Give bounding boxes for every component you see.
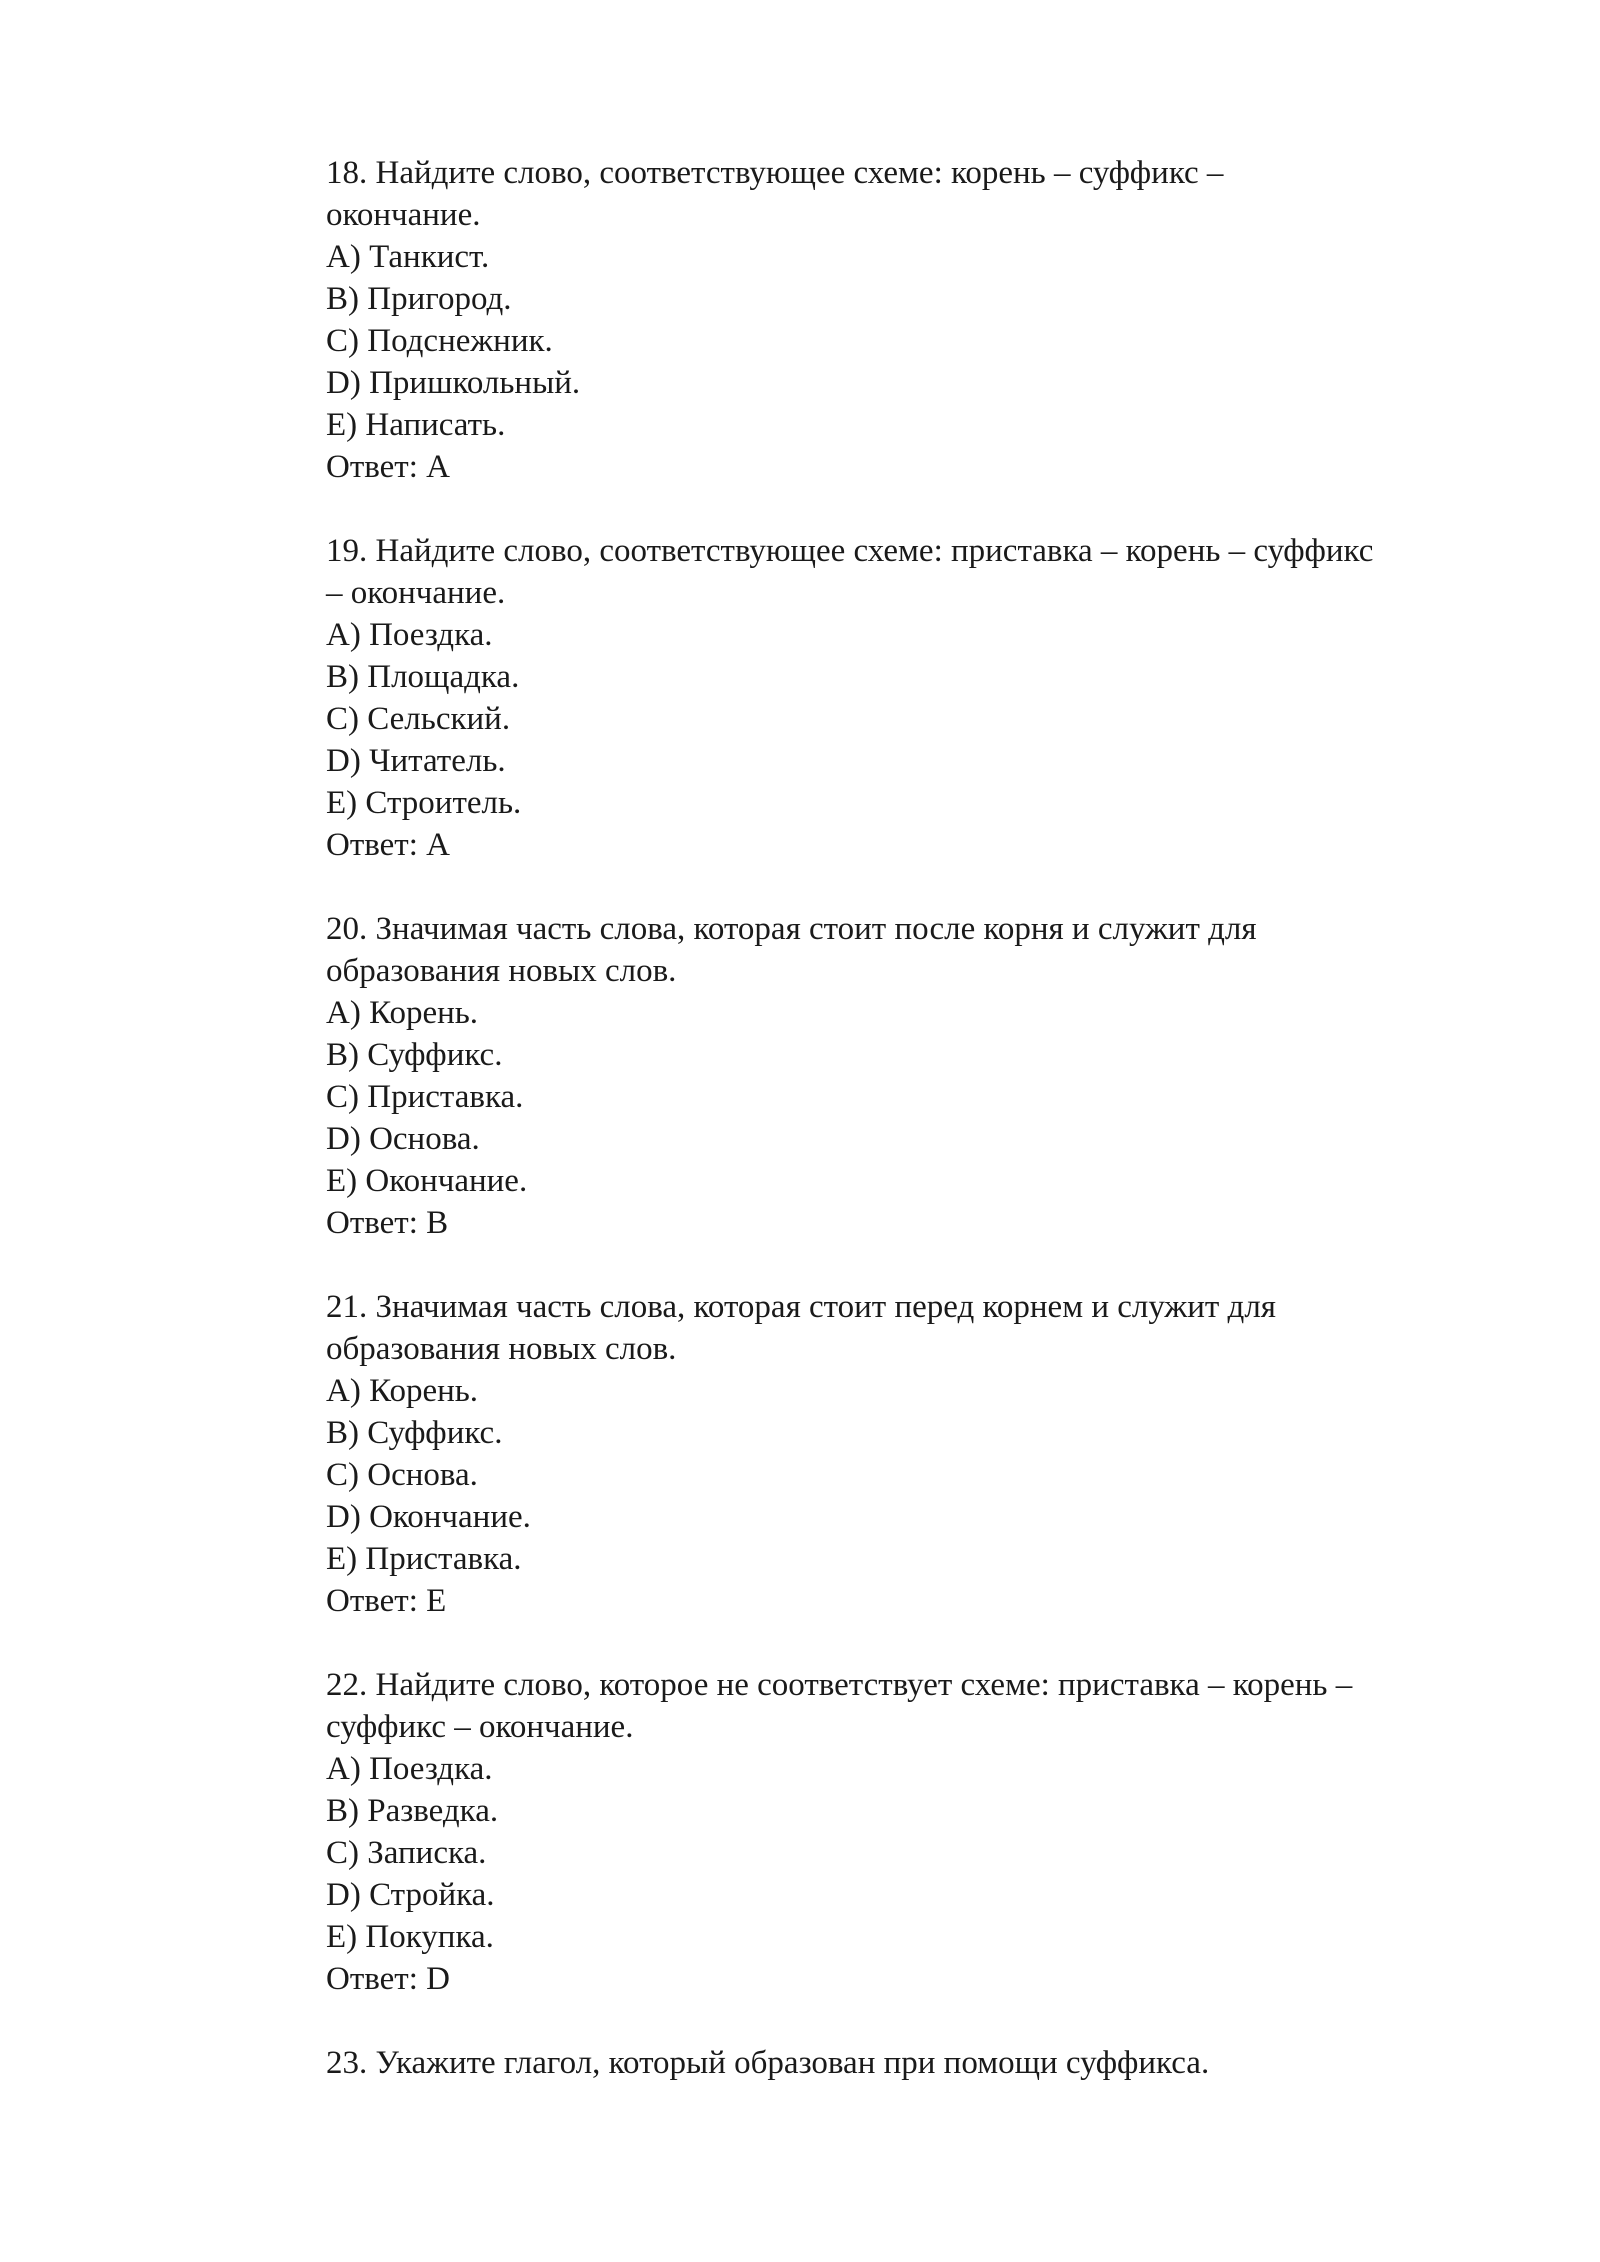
document-content	[326, 152, 1506, 2126]
option-e: E) Покупка.	[326, 1919, 494, 1955]
question-text: 22. Найдите слово, которое не соответствует схеме: приставка – корень – суффикс – окончание.	[326, 1667, 1353, 1745]
question-18	[326, 152, 1506, 488]
option-c: C) Подснежник.	[326, 323, 553, 359]
option-b: B) Площадка.	[326, 659, 520, 695]
option-a: A) Поездка.	[326, 1751, 493, 1787]
option-e: E) Написать.	[326, 407, 506, 443]
option-a: A) Корень.	[326, 1373, 479, 1409]
option-a: A) Поездка.	[326, 617, 493, 653]
answer-line: Ответ: В	[326, 1205, 449, 1241]
question-text: 23. Укажите глагол, который образован при помощи суффикса.	[326, 2045, 1210, 2081]
option-c: C) Записка.	[326, 1835, 487, 1871]
option-b: B) Пригород.	[326, 281, 512, 317]
option-b: B) Суффикс.	[326, 1415, 503, 1451]
option-d: D) Пришкольный.	[326, 365, 581, 401]
option-a: A) Корень.	[326, 995, 479, 1031]
question-23	[326, 2042, 1506, 2084]
question-22	[326, 1664, 1506, 2000]
option-b: B) Разведка.	[326, 1793, 499, 1829]
question-text: 20. Значимая часть слова, которая стоит после корня и служит для образования новых слов.	[326, 911, 1257, 989]
question-text: 18. Найдите слово, соответствующее схеме: корень – суффикс – окончание.	[326, 155, 1224, 233]
option-e: E) Строитель.	[326, 785, 522, 821]
question-20	[326, 908, 1506, 1244]
option-e: E) Приставка.	[326, 1541, 522, 1577]
question-text: 19. Найдите слово, соответствующее схеме: приставка – корень – суффикс – окончание.	[326, 533, 1374, 611]
option-d: D) Читатель.	[326, 743, 506, 779]
question-text: 21. Значимая часть слова, которая стоит перед корнем и служит для образования новых слов.	[326, 1289, 1276, 1367]
option-d: D) Стройка.	[326, 1877, 495, 1913]
question-19	[326, 530, 1506, 866]
answer-line: Ответ: D	[326, 1961, 450, 1997]
answer-line: Ответ: А	[326, 827, 450, 863]
option-a: A) Танкист.	[326, 239, 490, 275]
question-21	[326, 1286, 1506, 1622]
option-c: C) Основа.	[326, 1457, 478, 1493]
answer-line: Ответ: Е	[326, 1583, 447, 1619]
answer-line: Ответ: А	[326, 449, 450, 485]
option-e: E) Окончание.	[326, 1163, 528, 1199]
option-c: C) Приставка.	[326, 1079, 524, 1115]
option-d: D) Основа.	[326, 1121, 480, 1157]
option-b: B) Суффикс.	[326, 1037, 503, 1073]
option-d: D) Окончание.	[326, 1499, 531, 1535]
option-c: C) Сельский.	[326, 701, 511, 737]
